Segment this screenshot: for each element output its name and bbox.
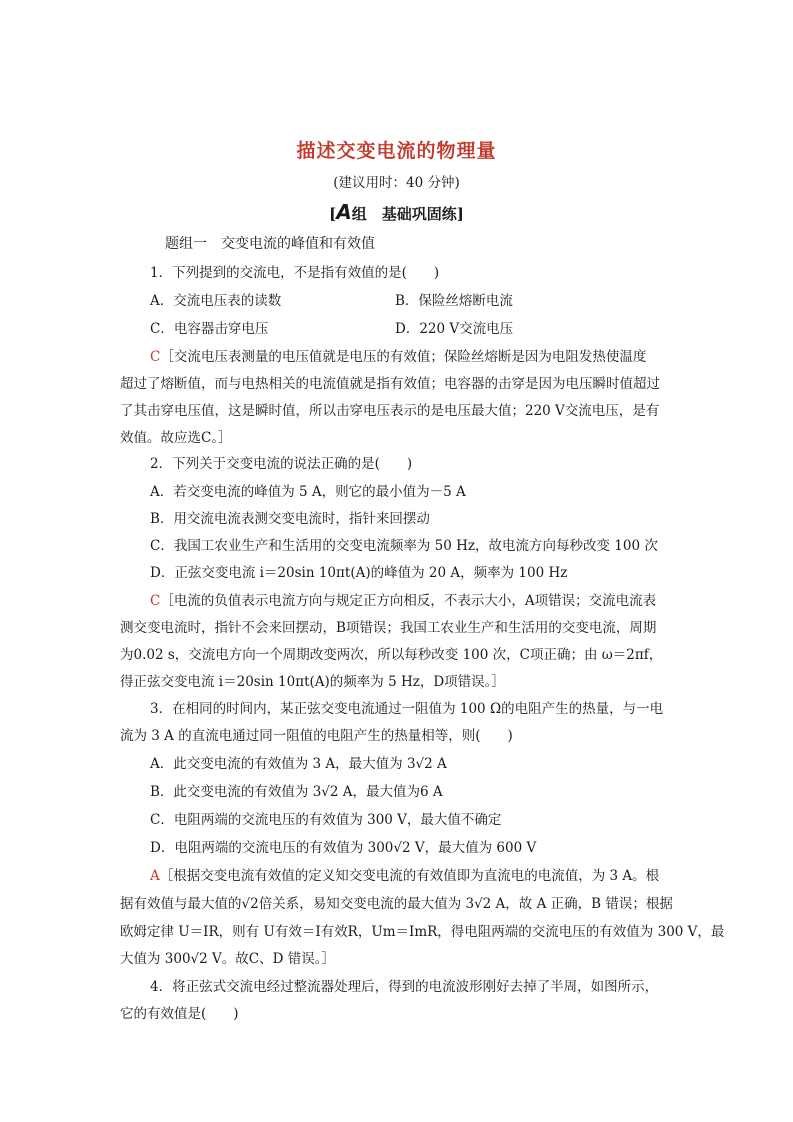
suggested-time: (建议用时：40 分钟) [333,175,460,191]
q1-explanation-line-1 [150,345,646,365]
q4-stem-line-1: 4．将正弦式交流电经过整流器处理后，得到的电流波形刚好去掉了半周，如图所示， [150,979,659,995]
q1-stem: 1．下列提到的交流电，不是指有效值的是( ) [150,265,440,281]
q3-stem-line-2: 流为 3 A 的直流电通过同一阻值的电阻产生的热量相等，则( ) [120,728,513,744]
q2-answer: C [150,593,161,609]
group-letter: A [336,200,352,224]
q1-explanation-line-3: 了其击穿电压值，这是瞬时值，所以击穿电压表示的是电压最大值；220 V交流电压，是有 [120,403,660,419]
q2-stem: 2．下列关于交变电流的说法正确的是( ) [150,456,413,472]
q3-exp-1: ［根据交变电流有效值的定义知交变电流的有效值即为直流电的电流值，为 3 A。根 [159,868,660,884]
q3-option-d: D．电阻两端的交流电压的有效值为 300√2 V，最大值为 600 V [150,840,537,856]
q2-option-c: C．我国工农业生产和生活用的交变电流频率为 50 Hz，故电流方向每秒改变 100 次 [150,538,658,554]
q1-option-d: D．220 V交流电压 [395,321,514,337]
group-heading [0,200,793,224]
q1-option-c: C．电容器击穿电压 [150,321,269,337]
q2-option-d: D．正弦交变电流 i＝20sin 10πt(A)的峰值为 20 A，频率为 100 Hz [150,565,568,581]
q1-option-b: B．保险丝熔断电流 [395,293,513,309]
q3-option-a: A．此交变电流的有效值为 3 A，最大值为 3√2 A [150,756,447,772]
q2-option-a: A．若交变电流的峰值为 5 A，则它的最小值为－5 A [150,484,466,500]
q3-answer: A [150,868,160,884]
q3-explanation-line-3: 欧姆定律 U＝IR，则有 U有效＝I有效R，Um＝ImR，得电阻两端的交流电压的有效值为 300 V，最 [120,924,725,940]
q1-explanation-line-4: 效值。故应选C。］ [120,430,232,446]
q3-stem-line-1: 3．在相同的时间内，某正弦交变电流通过一阻值为 100 Ω的电阻产生的热量，与一电 [150,701,664,717]
q3-explanation-line-4: 大值为 300√2 V。故C、D 错误。］ [120,951,335,967]
page-title: 描述交变电流的物理量 [296,140,497,162]
q2-explanation-line-1 [150,589,656,609]
q2-option-b: B．用交流电流表测交变电流时，指针来回摆动 [150,511,430,527]
q1-answer: C [150,349,161,365]
group-bracket-close: ] [456,205,464,223]
q1-explanation-line-2: 超过了熔断值，而与电热相关的电流值就是指有效值；电容器的击穿是因为电压瞬时值超过 [120,376,660,392]
q4-stem-line-2: 它的有效值是( ) [120,1006,239,1022]
q3-explanation-line-1 [150,864,659,884]
q2-explanation-line-3: 为0.02 s，交流电方向一个周期改变两次，所以每秒改变 100 次，C项正确；由 ω＝2πf， [120,647,663,663]
q3-explanation-line-2: 据有效值与最大值的√2倍关系，易知交变电流的最大值为 3√2 A，故 A 正确，B 错误；根据 [120,896,673,912]
q3-option-c: C．电阻两端的交流电压的有效值为 300 V，最大值不确定 [150,812,502,828]
section-heading: 题组一 交变电流的峰值和有效值 [165,236,375,252]
q1-exp-1: ［交流电压表测量的电压值就是电压的有效值；保险丝熔断是因为电阻发热使温度 [160,349,647,365]
q1-option-a: A．交流电压表的读数 [150,293,282,309]
q3-option-b: B．此交变电流的有效值为 3√2 A，最大值为6 A [150,784,443,800]
q2-explanation-line-4: 得正弦交变电流 i＝20sin 10πt(A)的频率为 5 Hz，D项错误。］ [120,674,505,690]
q2-exp-1: ［电流的负值表示电流方向与规定正方向相反，不表示大小，A项错误；交流电流表 [160,593,657,609]
group-bracket-open: [ [329,205,337,223]
q2-explanation-line-2: 测交变电流时，指针不会来回摆动，B项错误；我国工农业生产和生活用的交变电流，周期 [120,620,657,636]
group-label: 组 基础巩固练 [351,205,457,223]
